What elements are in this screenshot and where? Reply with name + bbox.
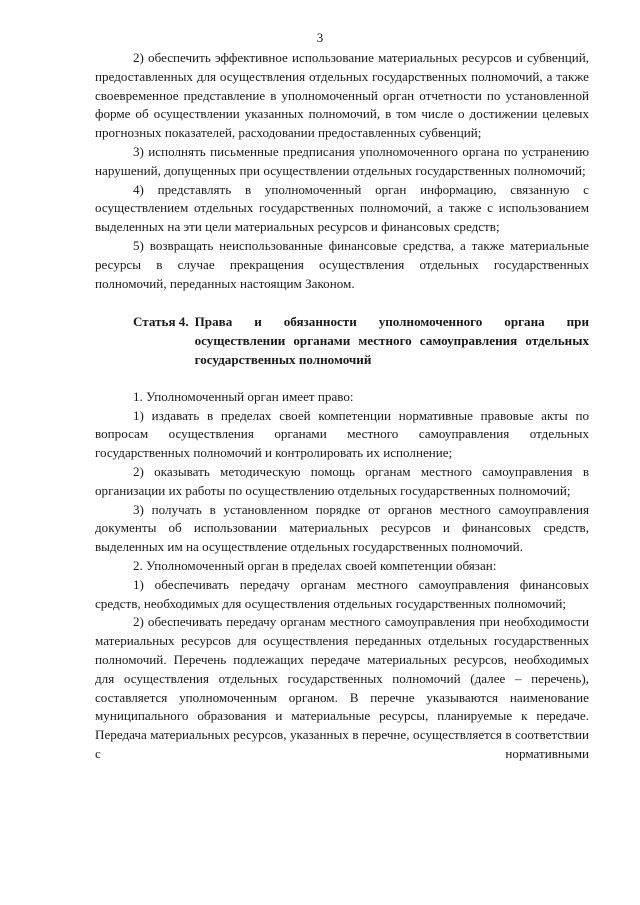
paragraph: 1) издавать в пределах своей компетенции нормативные правовые акты по вопросам осуществления органами местного самоуправления отдельных государственных полномочий и контролировать их исполнение;: [95, 407, 589, 461]
article-heading: [95, 313, 589, 369]
document-body: [95, 49, 589, 764]
paragraph: 1) обеспечивать передачу органам местного самоуправления финансовых средств, необходимых для осуществления отдельных государственных полномочий;: [95, 576, 589, 611]
paragraph: 2. Уполномоченный орган в пределах своей компетенции обязан:: [133, 557, 497, 573]
page-number: 3: [316, 30, 324, 45]
paragraph: 1. Уполномоченный орган имеет право:: [133, 388, 354, 404]
article-title: Права и обязанности уполномоченного органа при осуществлении органами местного самоуправления отдельных государственных полномочий: [194, 314, 589, 367]
paragraph: 2) обеспечивать передачу органам местного самоуправления при необходимости материальных ресурсов для осуществления переданных отдельных государственных полномочий. Перечень подлежащих передаче материальных ресурсов, необходимых для осуществления отдельных государственных полномочий (далее – перечень), составляется уполномоченным органом. В перечне указываются наименование муниципального образования и материальные ресурсы, планируемые к передаче. Передача материальных ресурсов, указанных в перечне, осуществляется в соответствии с нормативными: [95, 614, 589, 761]
paragraph: 5) возвращать неиспользованные финансовые средства, а также материальные ресурсы в случае прекращения осуществления отдельных государственных полномочий, переданных настоящим Законом.: [95, 237, 589, 291]
paragraph: 3) получать в установленном порядке от органов местного самоуправления документы об использовании материальных ресурсов и финансовых средств, выделенных им на осуществление отдельных государственных полномочий.: [95, 501, 589, 555]
article-number: Статья 4.: [133, 314, 189, 330]
paragraph: 3) исполнять письменные предписания уполномоченного органа по устранению нарушений, допущенных при осуществлении отдельных государственных полномочий;: [95, 143, 589, 178]
paragraph: 2) оказывать методическую помощь органам местного самоуправления в организации их работы по осуществлению отдельных государственных полномочий;: [95, 463, 589, 498]
paragraph: 2) обеспечить эффективное использование материальных ресурсов и субвенций, предоставленных для осуществления отдельных государственных полномочий, а также своевременное представление в уполномоченный орган отчетности по установленной форме об осуществлении указанных полномочий, в том числе о достижении целевых прогнозных показателей, расходовании предоставленных субвенций;: [95, 50, 589, 141]
paragraph: 4) представлять в уполномоченный орган информацию, связанную с осуществлением отдельных государственных полномочий, а также с использованием выделенных на эти цели материальных ресурсов и финансовых средств;: [95, 181, 589, 235]
